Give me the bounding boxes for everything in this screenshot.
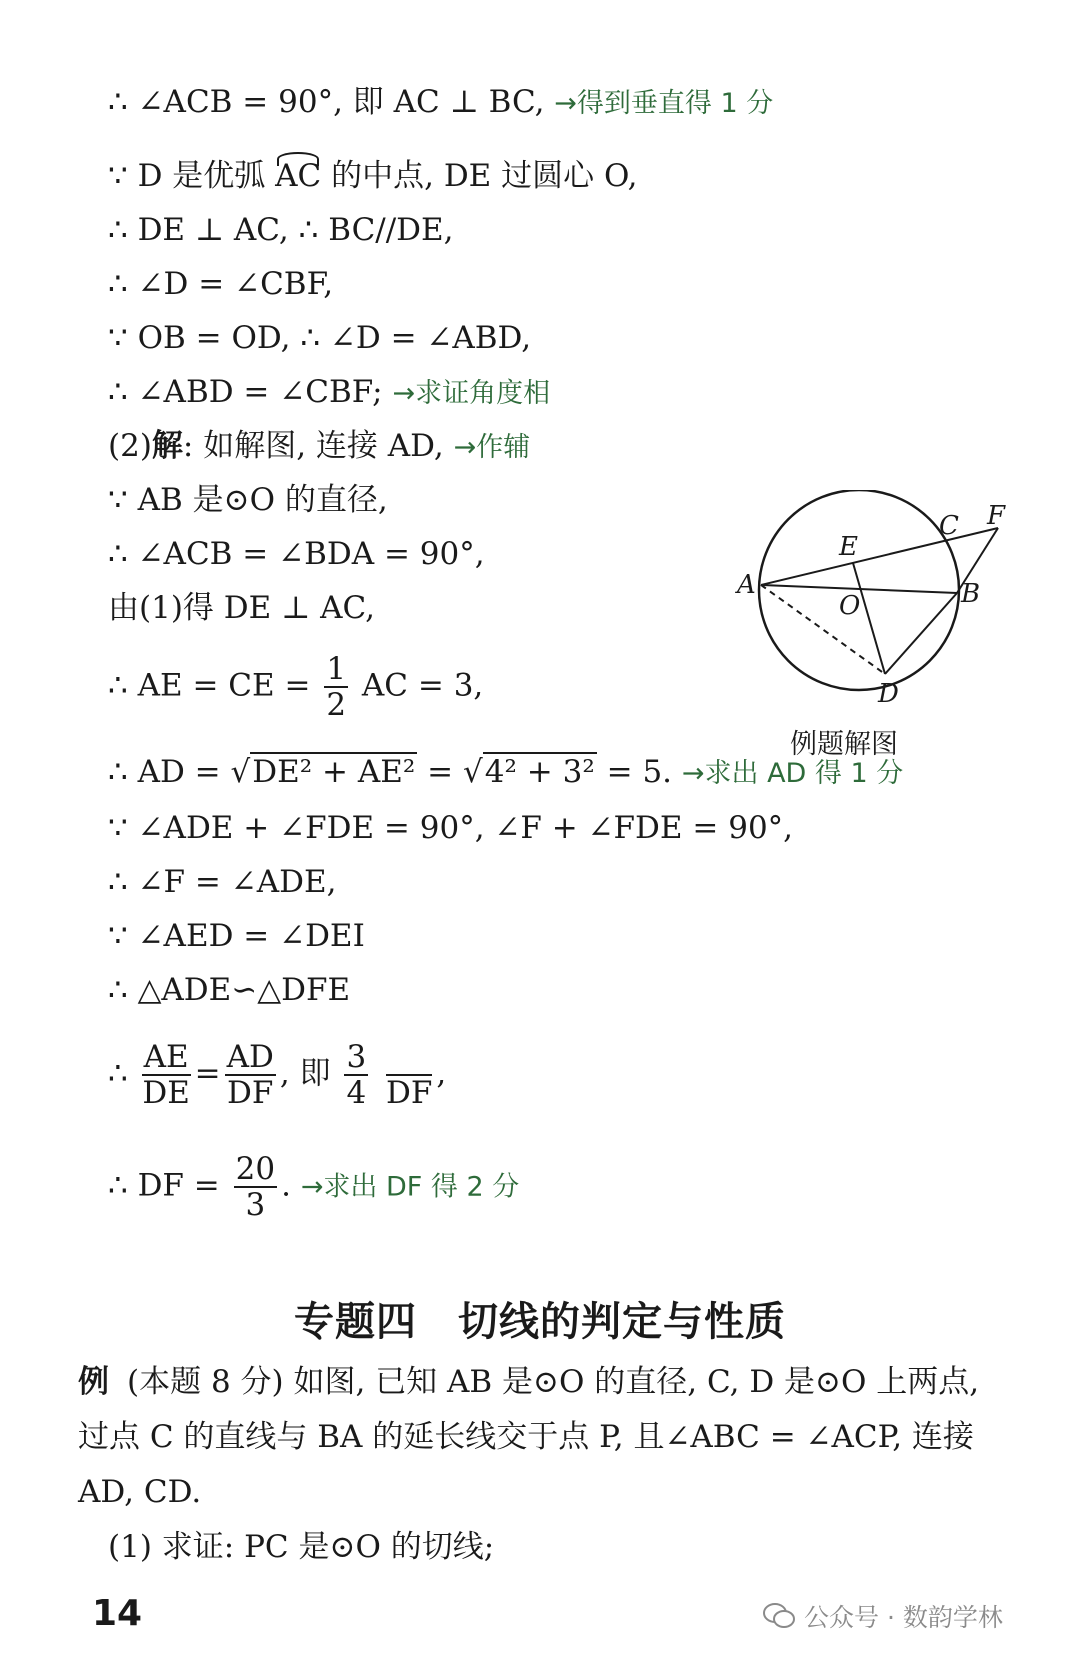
label-o: O xyxy=(839,591,861,621)
score-note: →求出 AD 得 1 分 xyxy=(681,758,904,789)
solution-line: ∴ ∠ACB = 90°, 即 AC ⊥ BC, →得到垂直得 1 分 xyxy=(108,84,774,120)
solution-line: ∵ AB 是⊙O 的直径, xyxy=(108,482,388,518)
score-note: →求出 DF 得 2 分 xyxy=(300,1171,520,1203)
label-a: A xyxy=(737,570,756,600)
solution-line: 由(1)得 DE ⊥ AC, xyxy=(108,590,375,626)
solution-line: ∴ ∠ACB = ∠BDA = 90°, xyxy=(108,536,485,572)
wechat-icon xyxy=(762,1602,796,1630)
watermark: 公众号 · 数韵学林 xyxy=(762,1598,1003,1634)
fraction: $\frac{1}{2}$ xyxy=(326,651,347,723)
figure-caption: 例题解图 xyxy=(790,729,898,760)
score-note: →得到垂直得 1 分 xyxy=(554,88,774,119)
fraction: DF xyxy=(386,1040,432,1110)
label-f: F xyxy=(987,501,1006,531)
radicand: DE² + AE² xyxy=(252,754,416,790)
solution-line: ∵ D 是优弧 AC 的中点, DE 过圆心 O, xyxy=(108,158,638,194)
example-text: (本题 8 分) 如图, 已知 AB 是⊙O 的直径, C, D 是⊙O 上两点, 过点 C 的直线与 BA 的延长线交于点 P, 且∠ABC = ∠ACP, 连接 AD, CD. xyxy=(78,1364,980,1510)
fraction: $\frac{AE}{DE}$ xyxy=(142,1039,190,1111)
radicand: 4² + 3² xyxy=(484,754,595,790)
label-b: B xyxy=(961,579,981,609)
solution-label: 解 xyxy=(151,428,183,464)
solution-line: (2)解: 如解图, 连接 AD, →作辅 xyxy=(108,428,531,464)
section-title: 专题四 切线的判定与性质 xyxy=(294,1299,786,1345)
label-e: E xyxy=(839,532,858,562)
fraction: $\frac{AD}{DF}$ xyxy=(226,1039,274,1111)
solution-line: ∴ △ADE∽△DFE xyxy=(108,972,351,1008)
solution-line: ∴ DE ⊥ AC, ∴ BC//DE, xyxy=(108,212,454,248)
fraction: $\frac{3}{4}$ xyxy=(346,1039,367,1111)
solution-line: ∴ AD = √DE² + AE² = √4² + 3² = 5. →求出 AD 得 1 分 xyxy=(108,754,904,790)
segment-bd xyxy=(885,593,957,674)
solution-line: ∴ ∠ABD = ∠CBF; →求证角度相 xyxy=(108,374,551,410)
solution-line: ∴ AE = CE = $\frac{1}{2}$ AC = 3, xyxy=(108,651,484,723)
label-d: D xyxy=(878,679,899,709)
fraction: $\frac{20}{3}$ xyxy=(235,1151,276,1223)
example-part-1: (1) 求证: PC 是⊙O 的切线; xyxy=(108,1529,495,1565)
solution-line: ∴ ∠D = ∠CBF, xyxy=(108,266,334,302)
page-number: 14 xyxy=(92,1593,143,1634)
solution-line: ∴ $\frac{AE}{DE}$ = $\frac{AD}{DF}$ , 即 $\frac{3}{4}$ DF , xyxy=(108,1039,447,1111)
segment-af xyxy=(761,528,998,585)
label-c: C xyxy=(939,511,959,541)
solution-line: ∵ ∠AED = ∠DEI xyxy=(108,918,365,954)
solution-line: ∴ DF = $\frac{20}{3}$ . →求出 DF 得 2 分 xyxy=(108,1151,520,1223)
score-note: →作辅 xyxy=(453,432,531,463)
solution-line: ∵ ∠ADE + ∠FDE = 90°, ∠F + ∠FDE = 90°, xyxy=(108,810,794,846)
solution-line: ∴ ∠F = ∠ADE, xyxy=(108,864,337,900)
segment-ad-dashed xyxy=(761,585,885,674)
example-label: 例 xyxy=(78,1364,109,1400)
solution-line: ∵ OB = OD, ∴ ∠D = ∠ABD, xyxy=(108,320,532,356)
arc-symbol: AC xyxy=(275,158,322,194)
score-note: →求证角度相 xyxy=(392,378,551,409)
example-problem xyxy=(78,1355,1008,1575)
geometry-figure xyxy=(735,490,1035,720)
